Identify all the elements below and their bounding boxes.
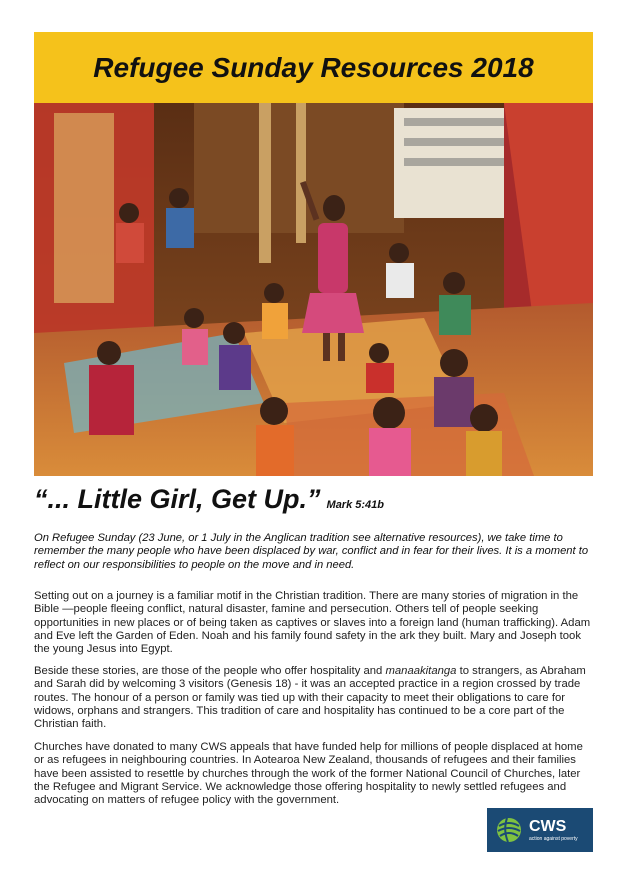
body-paragraph-hospitality: [34, 665, 594, 731]
title-banner: [34, 32, 593, 103]
logo-tagline: action against poverty: [529, 835, 578, 842]
maori-term: manaakitanga: [385, 665, 457, 677]
globe-icon: [495, 816, 523, 844]
body-paragraph-churches: Churches have donated to many CWS appeals that have funded help for millions of people displaced at home or as refugees in neighbouring countries. In Aotearoa New Zealand, thousands of refugees and their families have been assisted to resettle by churches through the work of the former National Council of Churches, later the Refugee and Migrant Service. We acknowledge those offering hospitality to newly settled refugees and advocating on matters of refugee policy with the government.: [34, 741, 583, 807]
headline: [34, 484, 594, 515]
cws-logo: [487, 808, 593, 852]
intro-paragraph: On Refugee Sunday (23 June, or 1 July in the Anglican tradition see alternative resources), we take time to remember the many people who have been displaced by war, conflict and in fear for their lives. It is a moment to reflect on our responsibilities to people on the move and in need.: [34, 532, 589, 571]
photo-illustration: [34, 103, 593, 476]
p2-text-end: to strangers, as Abraham and Sarah did by welcoming 3 visitors (Genesis 18) - it was an accepted practice in a region crossed by trade routes. The honour of a person or family was tied up with their capacity to meet their obligations to care for widows, orphans and strangers. This tradition of care and hospitality has continued to be a core part of the Christian faith.: [34, 665, 586, 731]
classroom-photo: [34, 103, 593, 476]
p2-text-start: Beside these stories, are those of the people who offer hospitality and: [34, 665, 386, 677]
body-paragraph-migration: Setting out on a journey is a familiar motif in the Christian tradition. There are many stories of migration in the Bible —people fleeing conflict, natural disaster, famine and persecution. Others tell of people seeking opportunities in new places or of being taken as captives or slaves into a foreign land (human trafficking). Adam and Eve left the Garden of Eden. Noah and his family found safety in the ark they built. Mary and Joseph took the young Jesus into Egypt.: [34, 590, 591, 656]
scripture-reference: Mark 5:41b: [326, 499, 385, 511]
headline-quote: “... Little Girl, Get Up.”: [34, 484, 321, 514]
logo-name: CWS: [529, 817, 567, 835]
page-title: Refugee Sunday Resources 2018: [93, 51, 534, 83]
